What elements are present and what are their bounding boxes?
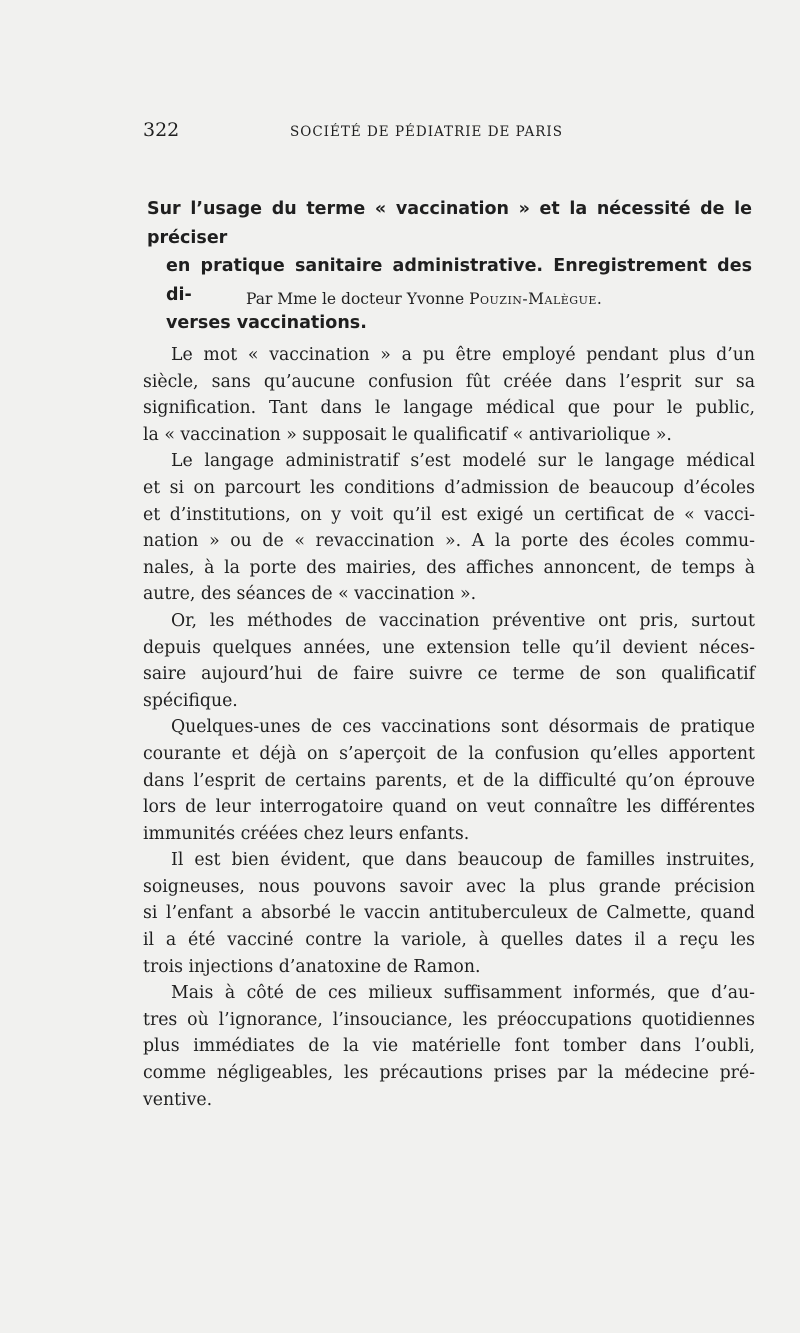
- text-line: Quelques-unes de ces vaccinations sont désormais de pratique: [171, 717, 755, 738]
- text-line: siècle, sans qu’aucune confusion fût créée dans l’esprit sur sa: [143, 371, 755, 392]
- text-line: plus immédiates de la vie matérielle font tomber dans l’oubli,: [143, 1036, 755, 1057]
- text-line: nation » ou de « revaccination ». A la porte des écoles commu-: [143, 531, 755, 552]
- page-number: 322: [143, 119, 180, 141]
- body-text: [143, 342, 755, 1113]
- text-line: trois injections d’anatoxine de Ramon.: [143, 956, 481, 977]
- byline: [246, 290, 602, 308]
- text-line: et d’institutions, on y voit qu’il est exigé un certificat de « vacci-: [143, 504, 755, 525]
- paragraph: [143, 714, 755, 847]
- paragraph: [143, 342, 755, 448]
- text-line: nales, à la porte des mairies, des affiches annoncent, de temps à: [143, 557, 755, 578]
- text-line: depuis quelques années, une extension telle qu’il devient néces-: [143, 637, 755, 658]
- text-line: et si on parcourt les conditions d’admission de beaucoup d’écoles: [143, 477, 755, 498]
- text-line: dans l’esprit de certains parents, et de la difficulté qu’on éprouve: [143, 770, 755, 791]
- paragraph: [143, 847, 755, 980]
- paragraph: [143, 980, 755, 1113]
- text-line: immunités créées chez leurs enfants.: [143, 823, 470, 844]
- text-line: si l’enfant a absorbé le vaccin antituberculeux de Calmette, quand: [143, 903, 755, 924]
- text-line: autre, des séances de « vaccination ».: [143, 584, 477, 605]
- text-line: comme négligeables, les précautions prises par la médecine pré-: [143, 1063, 755, 1084]
- paragraph: [143, 448, 755, 608]
- text-line: tres où l’ignorance, l’insouciance, les préoccupations quotidiennes: [143, 1009, 755, 1030]
- text-line: Le langage administratif s’est modelé sur le langage médical: [171, 451, 755, 472]
- text-line: Le mot « vaccination » a pu être employé pendant plus d’un: [171, 345, 755, 365]
- article-title-line: Sur l’usage du terme « vaccination » et la nécessité de le préciser: [147, 199, 752, 248]
- article-title-line: en pratique sanitaire administrative. Enregistrement des di-: [166, 256, 752, 305]
- text-line: il a été vacciné contre la variole, à quelles dates il a reçu les: [143, 930, 755, 951]
- article-title-line: verses vaccinations.: [166, 313, 367, 333]
- text-line: spécifique.: [143, 690, 238, 711]
- running-head: SOCIÉTÉ DE PÉDIATRIE DE PARIS: [290, 124, 564, 140]
- text-line: lors de leur interrogatoire quand on veut connaître les différentes: [143, 797, 755, 818]
- text-line: signification. Tant dans le langage médical que pour le public,: [143, 398, 755, 419]
- byline-author: Pouzin-Malègue.: [469, 290, 603, 308]
- text-line: saire aujourd’hui de faire suivre ce terme de son qualificatif: [143, 664, 755, 685]
- text-line: ventive.: [143, 1089, 213, 1110]
- text-line: la « vaccination » supposait le qualificatif « antivariolique ».: [143, 424, 672, 445]
- article-title: [147, 195, 752, 338]
- text-line: Or, les méthodes de vaccination préventive ont pris, surtout: [171, 610, 755, 631]
- paragraph: [143, 608, 755, 714]
- text-line: Il est bien évident, que dans beaucoup de familles instruites,: [171, 850, 755, 871]
- byline-prefix: Par Mme le docteur Yvonne: [246, 290, 470, 308]
- text-line: soigneuses, nous pouvons savoir avec la plus grande précision: [143, 876, 755, 897]
- text-line: Mais à côté de ces milieux suffisamment informés, que d’au-: [171, 983, 755, 1004]
- text-line: courante et déjà on s’aperçoit de la confusion qu’elles apportent: [143, 743, 755, 764]
